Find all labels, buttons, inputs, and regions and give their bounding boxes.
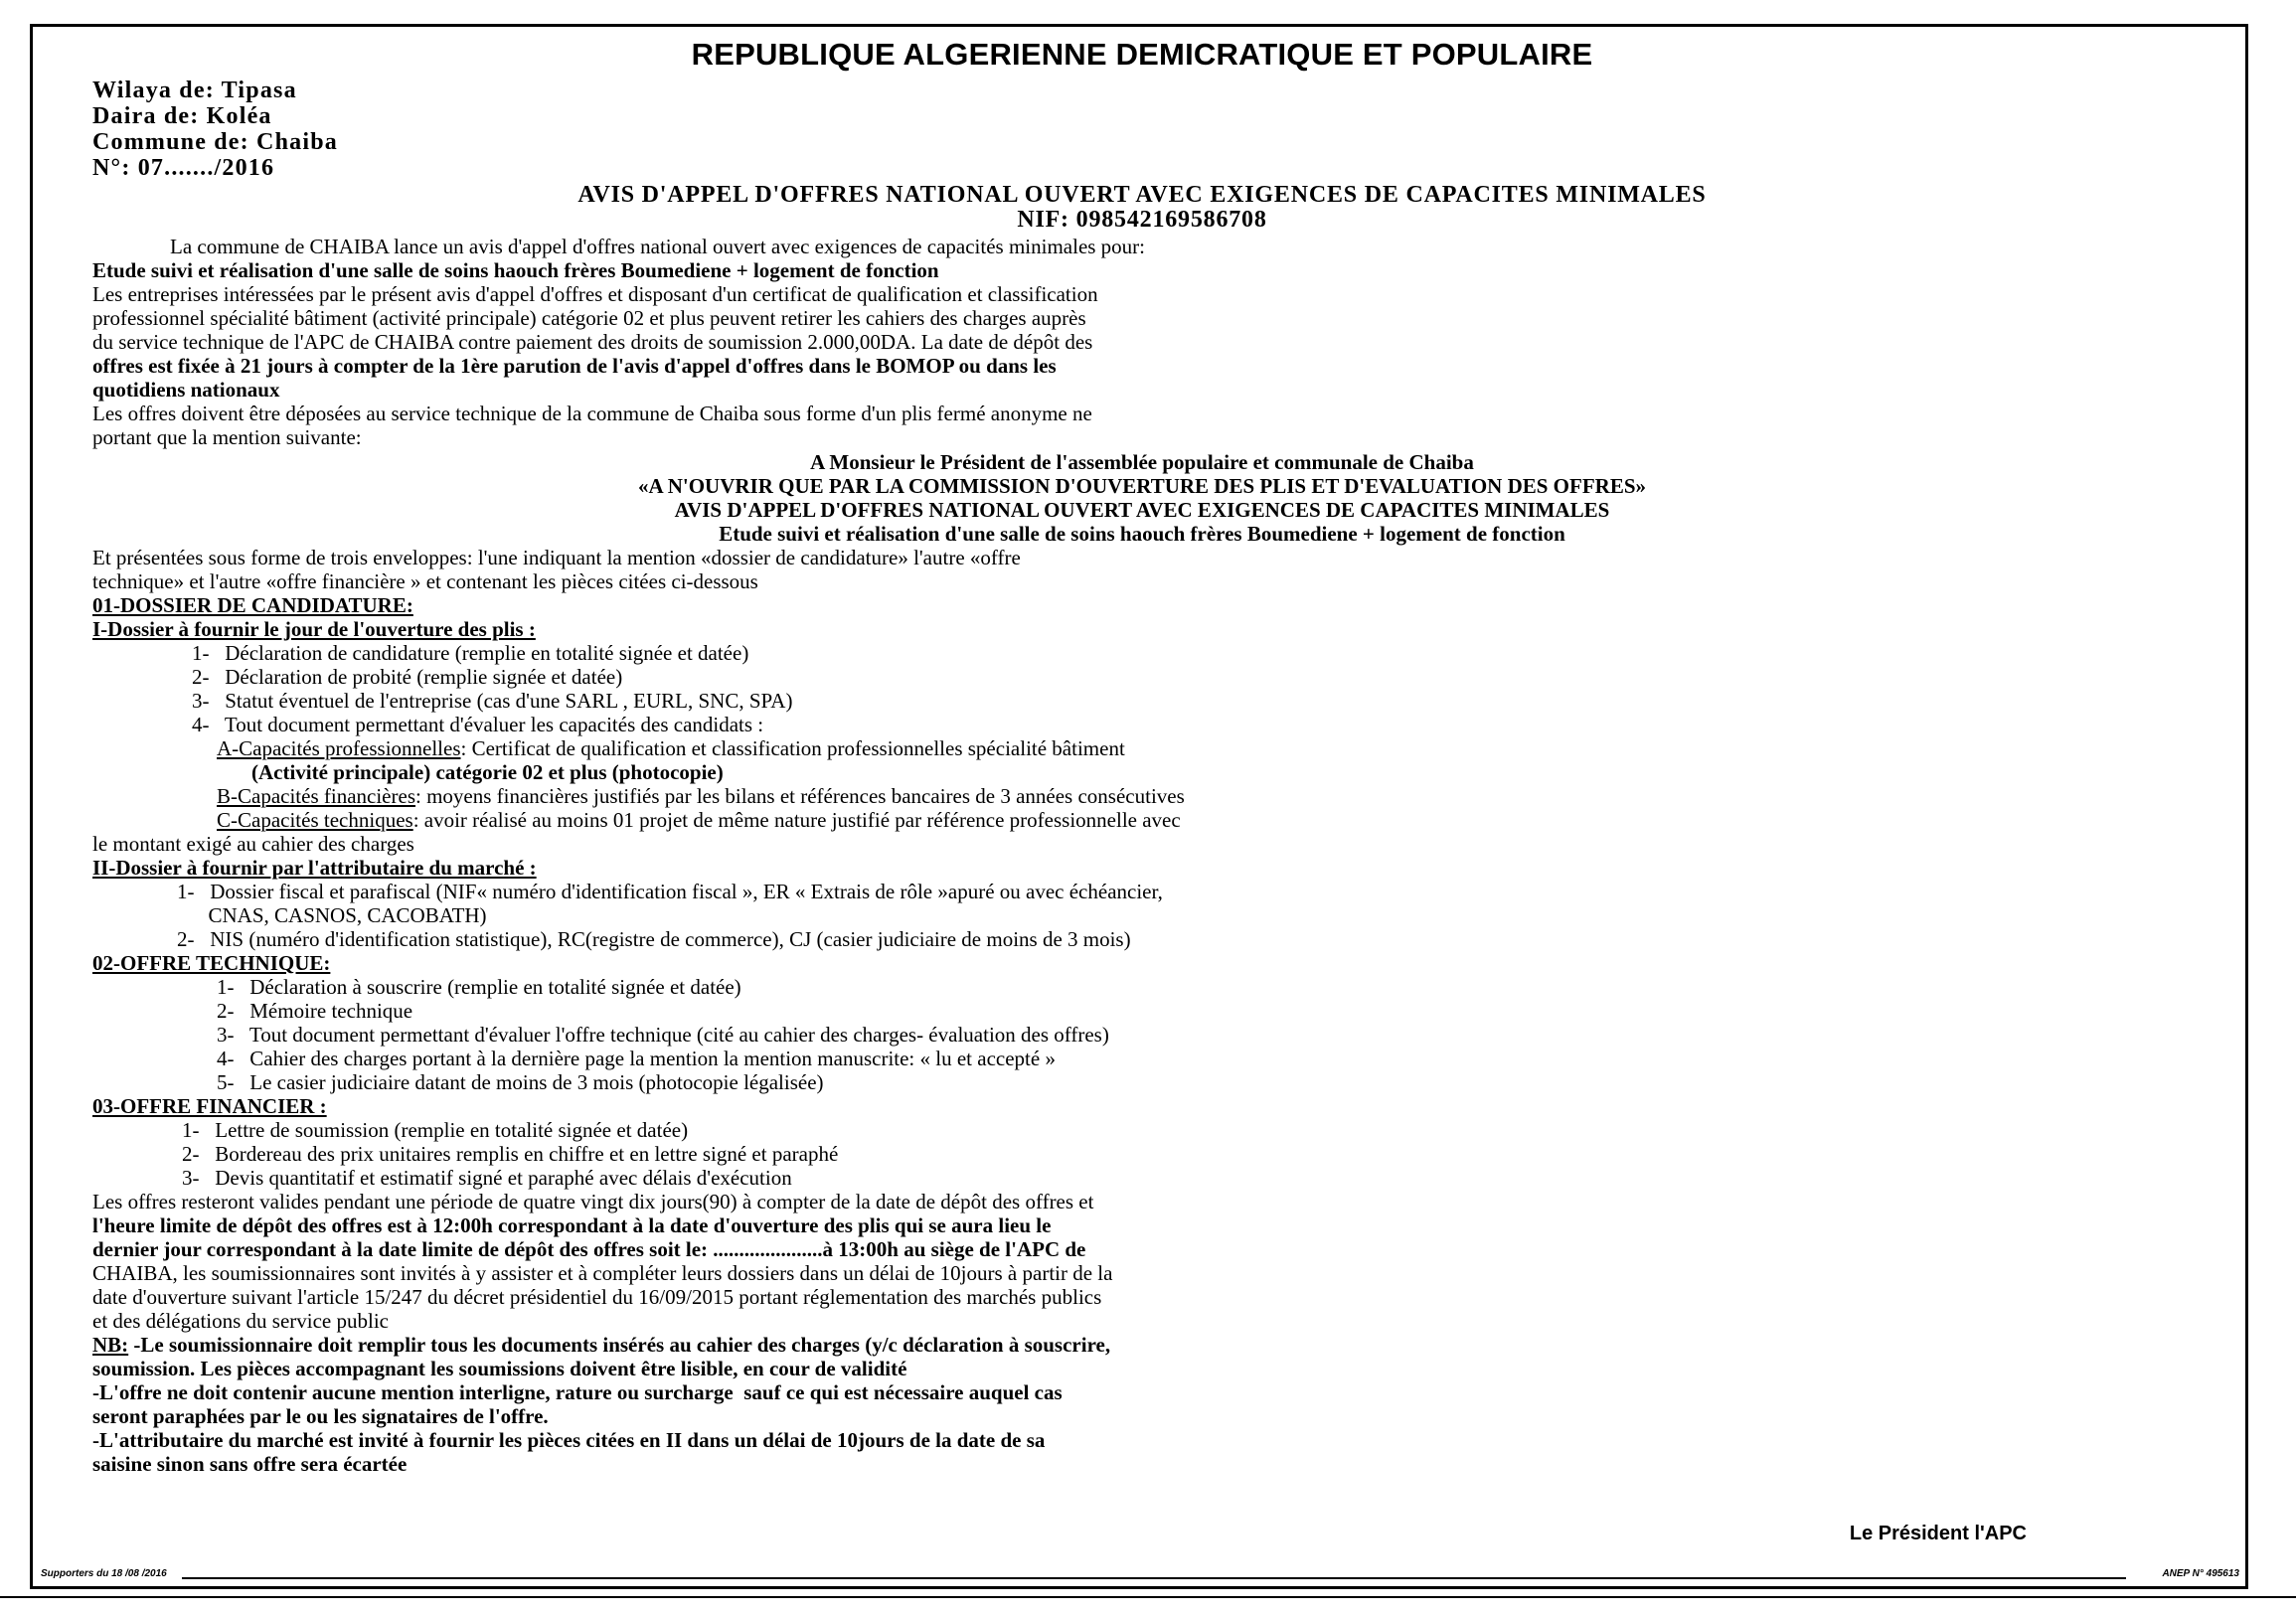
list-item: 3- Tout document permettant d'évaluer l'offre technique (cité au cahier des charges- évaluation des offres) [217, 1023, 1109, 1047]
list-item: 4- Cahier des charges portant à la dernière page la mention la mention manuscrite: « lu et accepté » [217, 1047, 1056, 1070]
intro-line: professionnel spécialité bâtiment (activité principale) catégorie 02 et plus peuvent retirer les cahiers des charges auprès [92, 306, 1086, 330]
validity-line: Les offres resteront valides pendant une période de quatre vingt dix jours(90) à compter de la date de dépôt des offres et [92, 1190, 1094, 1213]
page-bottom-rule [0, 1596, 2296, 1598]
envelopes-line: technique» et l'autre «offre financière » et contenant les pièces citées ci-dessous [92, 569, 758, 593]
nb-line: soumission. Les pièces accompagnant les soumissions doivent être lisible, en cour de validité [92, 1357, 907, 1380]
notice-frame [30, 24, 2248, 1589]
footer-source: Supporters du 18 /08 /2016 [41, 1568, 171, 1579]
capacity-technical [217, 808, 1181, 832]
capacity-text: : avoir réalisé au moins 01 projet de même nature justifié par référence professionnelle avec [412, 808, 1181, 832]
intro-line: offres est fixée à 21 jours à compter de la 1ère parution de l'avis d'appel d'offres dans le BOMOP ou dans les [92, 354, 1057, 378]
subsection-title: I-Dossier à fournir le jour de l'ouverture des plis : [92, 617, 536, 641]
mention-line: Etude suivi et réalisation d'une salle de soins haouch frères Boumediene + logement de fonction [719, 522, 1565, 546]
signature: Le Président l'APC [1849, 1523, 2027, 1544]
intro-line: La commune de CHAIBA lance un avis d'appel d'offres national ouvert avec exigences de capacités minimales pour: [170, 235, 1146, 258]
envelopes-line: Et présentées sous forme de trois enveloppes: l'une indiquant la mention «dossier de candidature» l'autre «offre [92, 546, 1021, 569]
footer-anep-number: ANEP N° 495613 [2158, 1568, 2239, 1579]
capacity-text: : moyens financières justifiés par les bilans et références bancaires de 3 années consécutives [415, 784, 1185, 808]
capacity-technical-cont: le montant exigé au cahier des charges [92, 832, 414, 856]
nb-label: NB: [92, 1333, 129, 1357]
validity-line: et des délégations du service public [92, 1309, 389, 1333]
subsection-title: II-Dossier à fournir par l'attributaire du marché : [92, 856, 537, 880]
intro-line: Etude suivi et réalisation d'une salle de soins haouch frères Boumediene + logement de fonction [92, 258, 939, 282]
list-item: 4- Tout document permettant d'évaluer les capacités des candidats : [192, 713, 764, 736]
list-item: 2- NIS (numéro d'identification statistique), RC(registre de commerce), CJ (casier judiciaire de moins de 3 mois) [177, 927, 1131, 951]
list-item: 3- Statut éventuel de l'entreprise (cas d'une SARL , EURL, SNC, SPA) [192, 689, 793, 713]
list-item: 2- Bordereau des prix unitaires remplis en chiffre et en lettre signé et paraphé [182, 1142, 839, 1166]
list-item: 1- Dossier fiscal et parafiscal (NIF« numéro d'identification fiscal », ER « Extrais de rôle »apuré ou avec échéancier, [177, 880, 1163, 903]
intro-line: quotidiens nationaux [92, 378, 280, 402]
section-title: 02-OFFRE TECHNIQUE: [92, 951, 331, 975]
intro-line: Les entreprises intéressées par le présent avis d'appel d'offres et disposant d'un certificat de qualification et classification [92, 282, 1098, 306]
list-item: 3- Devis quantitatif et estimatif signé et paraphé avec délais d'exécution [182, 1166, 792, 1190]
nif: NIF: 098542169586708 [1017, 207, 1267, 233]
list-item: 1- Déclaration de candidature (remplie en totalité signée et datée) [192, 641, 749, 665]
intro-line: Les offres doivent être déposées au service technique de la commune de Chaiba sous forme d'un plis fermé anonyme ne [92, 402, 1092, 425]
list-item: CNAS, CASNOS, CACOBATH) [177, 903, 487, 927]
validity-line: l'heure limite de dépôt des offres est à 12:00h correspondant à la date d'ouverture des plis qui se aura lieu le [92, 1213, 1052, 1237]
intro-line: portant que la mention suivante: [92, 425, 362, 449]
header-commune: Commune de: Chaiba [92, 129, 338, 155]
nb-line: -L'offre ne doit contenir aucune mention interligne, rature ou surcharge sauf ce qui est nécessaire auquel cas [92, 1380, 1063, 1404]
intro-line: du service technique de l'APC de CHAIBA contre paiement des droits de soumission 2.000,00DA. La date de dépôt des [92, 330, 1093, 354]
mention-line: AVIS D'APPEL D'OFFRES NATIONAL OUVERT AVEC EXIGENCES DE CAPACITES MINIMALES [674, 498, 1610, 522]
list-item: 2- Déclaration de probité (remplie signée et datée) [192, 665, 623, 689]
header-numero: N°: 07......./2016 [92, 155, 275, 181]
validity-line: dernier jour correspondant à la date limite de dépôt des offres soit le: .....................à 13:00h au siège de l'APC de [92, 1237, 1086, 1261]
capacity-professional-cont: (Activité principale) catégorie 02 et plus (photocopie) [251, 760, 724, 784]
list-item: 1- Lettre de soumission (remplie en totalité signée et datée) [182, 1118, 689, 1142]
capacity-text: : Certificat de qualification et classification professionnelles spécialité bâtiment [460, 736, 1125, 760]
validity-line: CHAIBA, les soumissionnaires sont invités à y assister et à compléter leurs dossiers dans un délai de 10jours à partir de la [92, 1261, 1113, 1285]
nb-line: seront paraphées par le ou les signataires de l'offre. [92, 1404, 549, 1428]
list-item: 2- Mémoire technique [217, 999, 413, 1023]
section-title: 01-DOSSIER DE CANDIDATURE: [92, 593, 413, 617]
notice-heading: AVIS D'APPEL D'OFFRES NATIONAL OUVERT AVEC EXIGENCES DE CAPACITES MINIMALES [577, 182, 1707, 208]
header-daira: Daira de: Koléa [92, 103, 272, 129]
header-wilaya: Wilaya de: Tipasa [92, 78, 297, 103]
list-item: 5- Le casier judiciaire datant de moins de 3 mois (photocopie légalisée) [217, 1070, 824, 1094]
document-title: REPUBLIQUE ALGERIENNE DEMICRATIQUE ET POPULAIRE [691, 37, 1593, 72]
mention-line: A Monsieur le Président de l'assemblée populaire et communale de Chaiba [810, 450, 1474, 474]
list-item: 1- Déclaration à souscrire (remplie en totalité signée et datée) [217, 975, 741, 999]
footer-rule [182, 1577, 2126, 1579]
mention-line: «A N'OUVRIR QUE PAR LA COMMISSION D'OUVERTURE DES PLIS ET D'EVALUATION DES OFFRES» [637, 474, 1647, 498]
capacity-label: A-Capacités professionnelles [217, 736, 461, 760]
capacity-financial [217, 784, 1185, 808]
nb-line: -L'attributaire du marché est invité à fournir les pièces citées en II dans un délai de 10jours de la date de sa [92, 1428, 1046, 1452]
nb-line: saisine sinon sans offre sera écartée [92, 1452, 408, 1476]
capacity-professional [217, 736, 1125, 760]
capacity-label: C-Capacités techniques [217, 808, 413, 832]
validity-line: date d'ouverture suivant l'article 15/247 du décret présidentiel du 16/09/2015 portant réglementation des marchés publics [92, 1285, 1102, 1309]
nb-text: -Le soumissionnaire doit remplir tous les documents insérés au cahier des charges (y/c déclaration à souscrire, [128, 1333, 1111, 1357]
capacity-label: B-Capacités financières [217, 784, 415, 808]
nb-line [92, 1333, 1110, 1357]
section-title: 03-OFFRE FINANCIER : [92, 1094, 327, 1118]
